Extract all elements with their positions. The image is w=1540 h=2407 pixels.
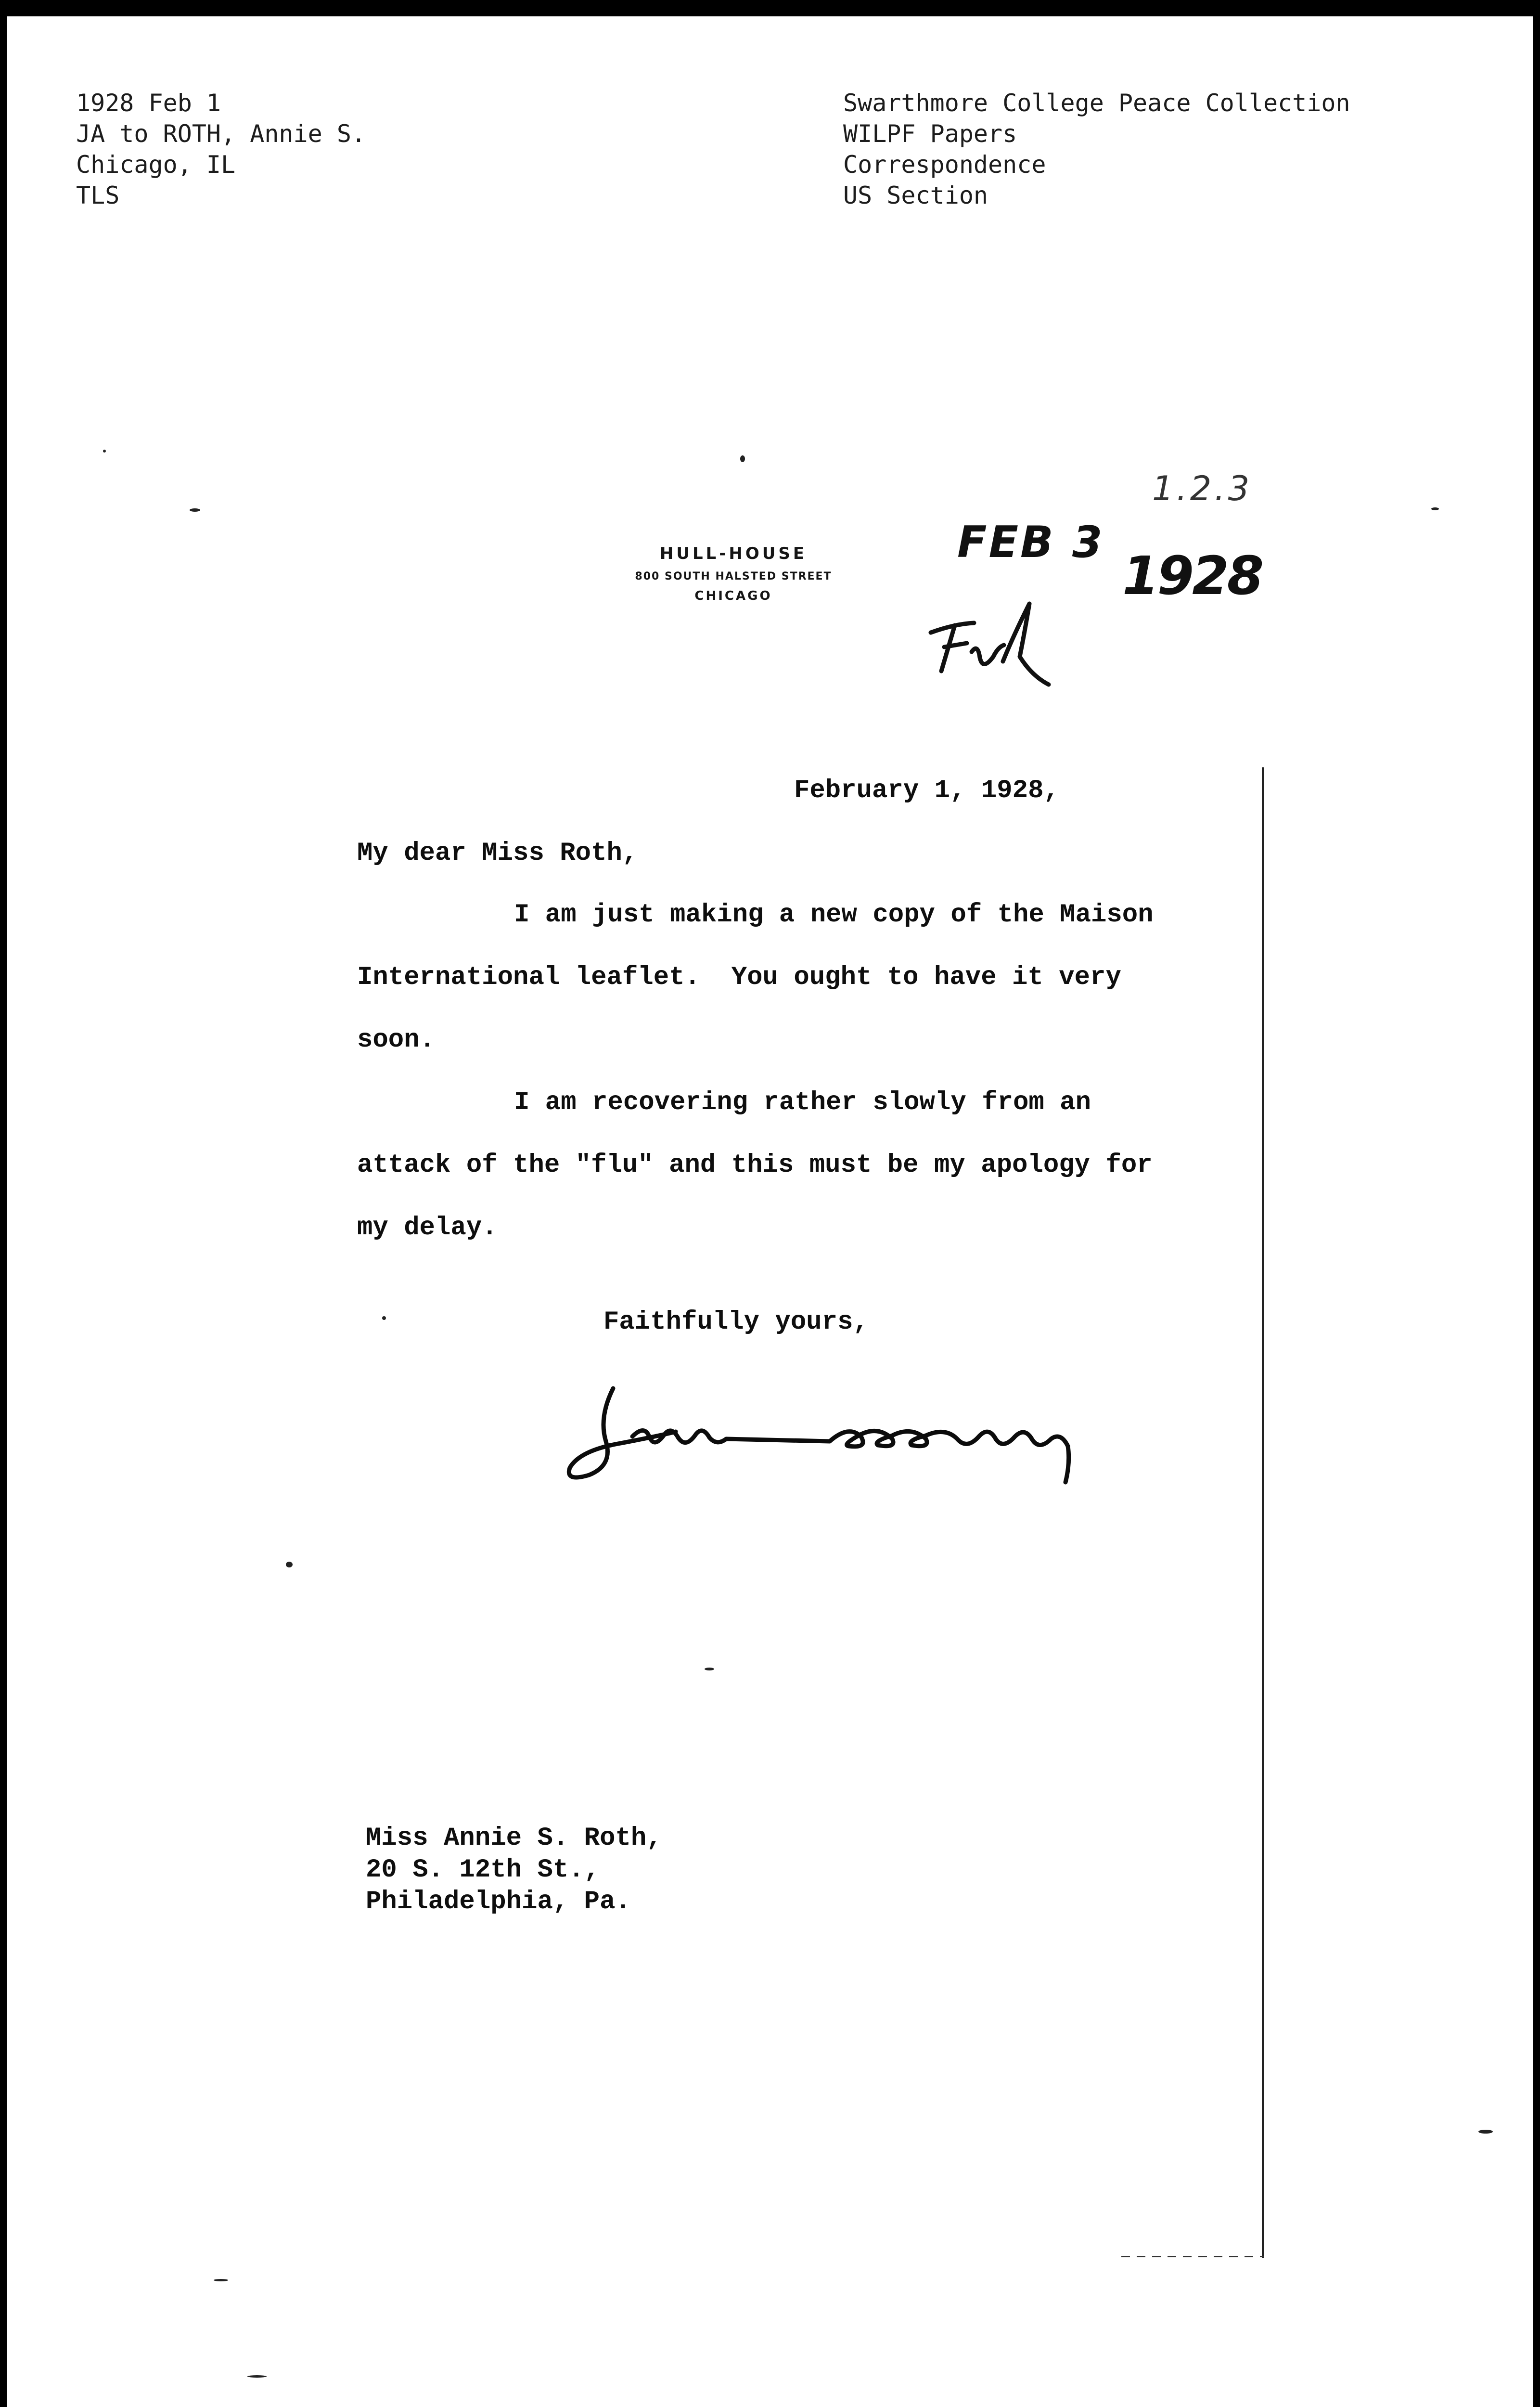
letterhead [579,540,887,606]
letter-date: February 1, 1928, [794,776,1059,805]
scan-speck [286,1562,293,1567]
scan-speck [214,2279,228,2281]
document-page [7,16,1533,2407]
handwritten-mark [921,599,1065,690]
scan-speck [190,508,200,512]
scan-speck [103,450,106,453]
closing: Faithfully yours, [603,1307,869,1337]
catalog-section: US Section [843,181,988,209]
body-line-4: I am recovering rather slowly from an [514,1088,1091,1117]
scan-speck [705,1668,714,1670]
letterhead-street: 800 SOUTH HALSTED STREET [635,570,832,582]
scan-speck [1478,2130,1493,2134]
received-stamp-date: FEB 3 [957,517,1104,568]
catalog-left [76,88,366,211]
recipient-city: Philadelphia, Pa. [366,1887,631,1916]
body-line-1: I am just making a new copy of the Maison [514,900,1154,930]
catalog-type: TLS [76,181,120,209]
body-line-6: my delay. [357,1213,498,1242]
scan-speck [740,455,745,462]
scan-speck [1431,507,1439,510]
margin-rule [1262,767,1264,2258]
catalog-date: 1928 Feb 1 [76,89,221,117]
body-line-2: International leaflet. You ought to have it very [357,963,1121,992]
scan-speck [382,1316,386,1320]
signature [560,1379,1138,1504]
catalog-series: Correspondence [843,151,1046,179]
catalog-right [843,88,1350,211]
catalog-papers: WILPF Papers [843,120,1017,148]
body-line-5: attack of the "flu" and this must be my apology for [357,1151,1153,1180]
letterhead-city: CHICAGO [694,589,772,603]
catalog-correspondents: JA to ROTH, Annie S. [76,120,366,148]
received-stamp-year: 1928 [1122,545,1262,607]
catalog-place: Chicago, IL [76,151,236,179]
body-line-3: soon. [357,1025,436,1055]
letterhead-name: HULL-HOUSE [659,544,808,563]
recipient-name: Miss Annie S. Roth, [366,1824,662,1853]
catalog-collection: Swarthmore College Peace Collection [843,89,1350,117]
receipt-number: 1.2.3 [1152,469,1253,508]
scan-speck [247,2375,267,2378]
bottom-rule [1121,2256,1264,2257]
salutation: My dear Miss Roth, [357,839,638,868]
recipient-street: 20 S. 12th St., [366,1855,600,1885]
